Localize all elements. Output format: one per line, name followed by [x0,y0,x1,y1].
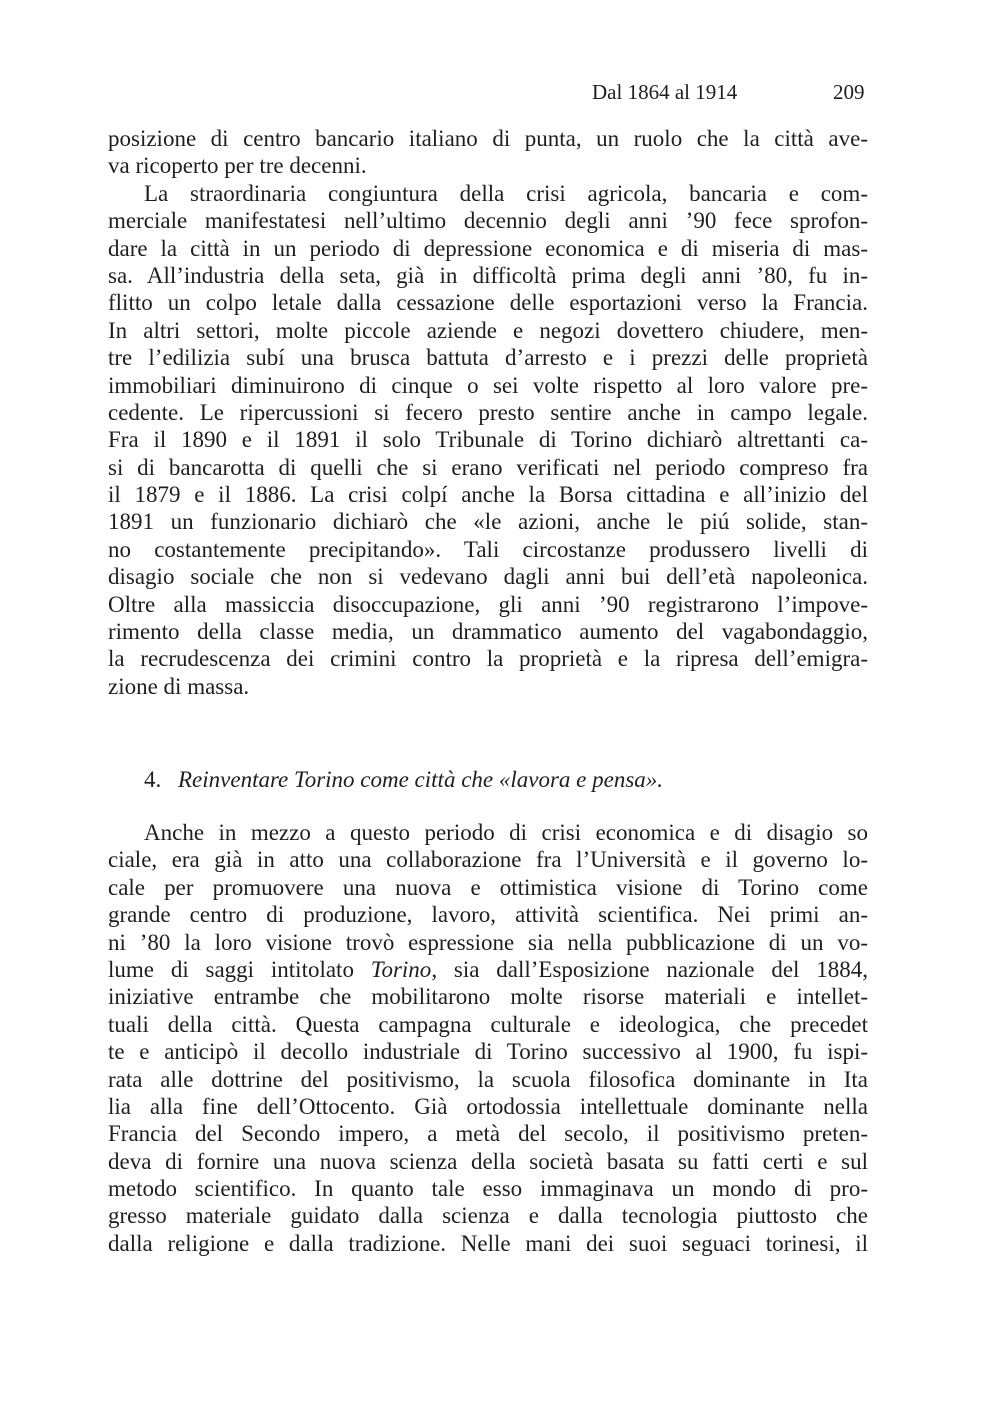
running-head [0,80,1005,108]
text-line: 1891 un funzionario dichiarò che «le azioni, anche le piú solide, stan- [108,509,868,535]
text-line: il 1879 e il 1886. La crisi colpí anche la Borsa cittadina e all’inizio del [108,482,868,508]
text-line: sa. All’industria della seta, già in difficoltà prima degli anni ’80, fu in- [108,262,868,288]
text-line: immobiliari diminuirono di cinque o sei volte rispetto al loro valore pre- [108,372,868,398]
text-line: cedente. Le ripercussioni si fecero presto sentire anche in campo legale. [108,399,868,425]
text-line-with-italic-title [108,956,868,983]
text-line: deva di fornire una nuova scienza della società basata su fatti certi e sul [108,1148,868,1174]
body-text-block-2 [108,819,868,1257]
text-line: Oltre alla massiccia disoccupazione, gli anni ’90 registrarono l’impove- [108,591,868,617]
italic-book-title: Torino [370,956,432,982]
text-line: iniziative entrambe che mobilitarono molte risorse materiali e intellet- [108,984,868,1010]
text-line: va ricoperto per tre decenni. [108,153,367,179]
text-line: Anche in mezzo a questo periodo di crisi economica e di disagio so [144,820,868,845]
text-line: zione di massa. [108,673,250,699]
text-line: lia alla fine dell’Ottocento. Già ortodossia intellettuale dominante nella [108,1093,868,1119]
text-line: dare la città in un periodo di depressione economica e di miseria di mas- [108,235,868,261]
text-line: ni ’80 la loro visione trovò espressione sia nella pubblicazione di un vo- [108,929,868,955]
text-line: gresso materiale guidato dalla scienza e dalla tecnologia piuttosto che [108,1203,868,1229]
text-line: rimento della classe media, un drammatico aumento del vagabondaggio, [108,619,868,645]
text-line: flitto un colpo letale dalla cessazione delle esportazioni verso la Francia. [108,290,868,316]
text-line: ciale, era già in atto una collaborazione fra l’Università e il governo lo- [108,847,868,873]
text-line: rata alle dottrine del positivismo, la scuola filosofica dominante in Ita [108,1066,868,1092]
text-line: tre l’edilizia subí una brusca battuta d’arresto e i prezzi delle proprietà [108,345,868,371]
text-line: metodo scientifico. In quanto tale esso immaginava un mondo di pro- [108,1176,868,1202]
text-line: In altri settori, molte piccole aziende e negozi dovettero chiudere, men- [108,317,868,343]
text-line: te e anticipò il decollo industriale di Torino successivo al 1900, fu ispi- [108,1039,868,1065]
text-line: la recrudescenza dei crimini contro la proprietà e la ripresa dell’emigra- [108,646,868,672]
text-segment: , sia dall’Esposizione nazionale del 1884, [431,956,868,982]
text-line: no costantemente precipitando». Tali circostanze produssero livelli di [108,536,868,562]
page-number: 209 [833,80,865,104]
text-line: Francia del Secondo impero, a metà del secolo, il positivismo preten- [108,1121,868,1147]
section-title: Reinventare Torino come città che «lavora e pensa». [178,767,664,792]
text-line: posizione di centro bancario italiano di punta, un ruolo che la città ave- [108,126,868,151]
text-line: si di bancarotta di quelli che si erano verificati nel periodo compreso fra [108,454,868,480]
text-line: cale per promuovere una nuova e ottimistica visione di Torino come [108,874,868,900]
body-text-block-1 [108,125,868,700]
text-line: disagio sociale che non si vedevano dagli anni bui dell’età napoleonica. [108,564,868,590]
text-line: dalla religione e dalla tradizione. Nelle mani dei suoi seguaci torinesi, il [108,1230,868,1256]
text-line: tuali della città. Questa campagna culturale e ideologica, che precedet [108,1011,868,1037]
text-line: Fra il 1890 e il 1891 il solo Tribunale di Torino dichiarò altrettanti ca- [108,427,868,453]
text-segment: lume di saggi intitolato [108,956,371,982]
text-line: La straordinaria congiuntura della crisi agricola, bancaria e com- [144,180,868,206]
text-line: grande centro di produzione, lavoro, attività scientifica. Nei primi an- [108,902,868,928]
section-heading [144,766,663,793]
running-title: Dal 1864 al 1914 [592,80,738,104]
text-line: merciale manifestatesi nell’ultimo decennio degli anni ’90 fece sprofon- [108,208,868,234]
section-number: 4. [144,767,162,792]
